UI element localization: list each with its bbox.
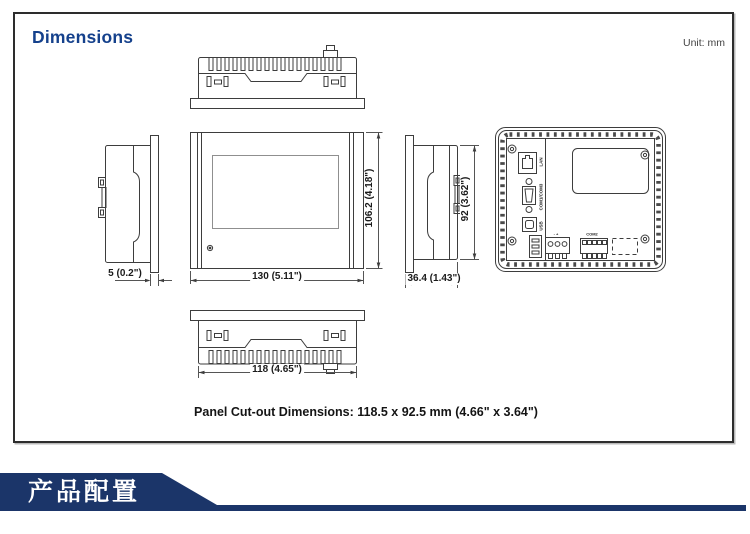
connector-bump <box>324 51 338 58</box>
mounting-clips <box>99 178 107 218</box>
panel-cutout-note: Panel Cut-out Dimensions: 118.5 x 92.5 mm (4.66" x 3.64") <box>194 405 538 419</box>
lan-port-label: LAN <box>538 157 544 167</box>
com-port-label: COM1/COM3 <box>538 183 544 211</box>
dim-body-height-label: 92 (3.62") <box>460 176 471 222</box>
vent-fins <box>209 351 341 364</box>
front-view-drawing <box>188 130 390 288</box>
usb-port-label: USB <box>538 221 544 231</box>
left-side-view-drawing <box>95 128 185 290</box>
dim-body-depth-label: 36.4 (1.43") <box>407 273 461 284</box>
rear-view-drawing <box>492 125 672 275</box>
section-header-product-config: 产品配置 <box>28 478 141 506</box>
top-view-drawing <box>185 40 370 115</box>
unit-label: Unit: mm <box>683 37 725 49</box>
dim-front-height-label: 106.2 (4.18") <box>364 168 375 228</box>
connector-bump <box>324 364 338 370</box>
right-side-view-drawing <box>398 128 494 293</box>
dim-bezel-depth-label: 5 (0.2") <box>108 268 142 279</box>
power-terminal-label: - + <box>553 231 559 237</box>
page-title: Dimensions <box>32 27 134 47</box>
dim-body-width-label: 118 (4.65") <box>252 364 302 375</box>
com2-terminal-label: COM2 <box>586 231 598 237</box>
dim-front-width-label: 130 (5.11") <box>252 271 302 282</box>
vent-fins <box>209 58 341 71</box>
